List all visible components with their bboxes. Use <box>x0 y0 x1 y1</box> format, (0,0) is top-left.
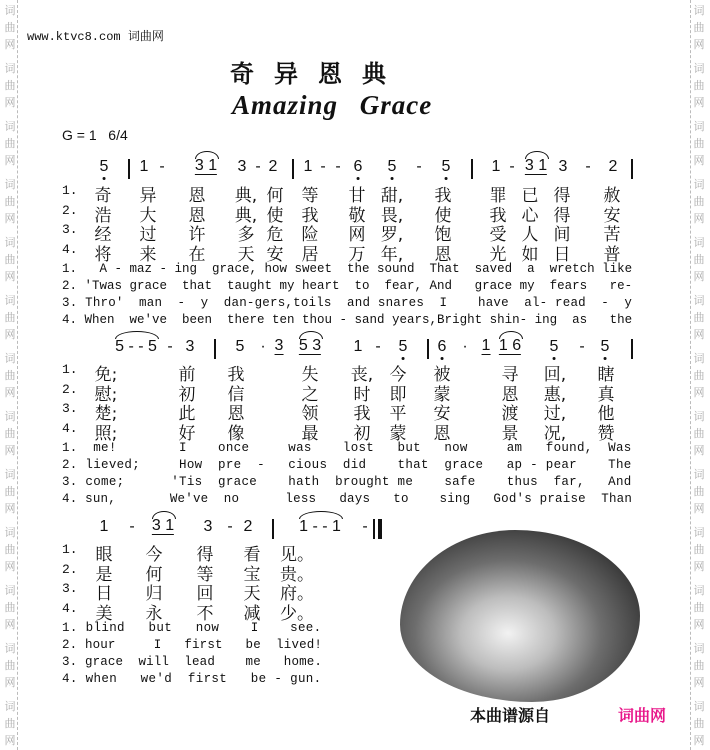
chinese-lyric: 苦 <box>603 225 621 245</box>
chinese-lyric: 恩 <box>227 404 245 424</box>
note: 1 <box>353 338 363 355</box>
watermark-text: 词 曲 网 <box>4 410 16 457</box>
watermark-text: 词 曲 网 <box>693 526 705 573</box>
chinese-lyric: 光 <box>489 245 507 265</box>
chinese-lyric: 网 <box>348 225 366 245</box>
chinese-lyric: 在 <box>188 245 206 265</box>
chinese-lyric: 甘 <box>348 186 366 206</box>
chinese-lyric: 信 <box>227 385 245 405</box>
note: 5 <box>442 158 451 176</box>
chinese-lyric: 今 <box>145 545 163 565</box>
title-chinese: 奇异恩典 <box>230 59 406 88</box>
chinese-lyric: 是 <box>95 565 113 585</box>
english-lyric-line: 3. Thro' man - y dan-gers,toils and snares I have al- read - y <box>62 296 633 310</box>
watermark-text: 词 曲 网 <box>693 294 705 341</box>
chinese-lyric: 异 <box>139 186 157 206</box>
barline <box>631 159 633 179</box>
chinese-lyric: 过 <box>139 225 157 245</box>
chinese-lyric: 眼 <box>95 545 113 565</box>
slur-mark <box>299 511 343 519</box>
final-barline <box>373 519 375 539</box>
verse-number: 4. <box>62 421 78 436</box>
chinese-lyric: 像 <box>227 424 245 444</box>
chinese-lyric: 恩 <box>188 206 206 226</box>
note: · <box>462 338 468 355</box>
watermark-text: 词 曲 网 <box>4 178 16 225</box>
barline <box>292 159 294 179</box>
note: - <box>167 338 173 355</box>
chinese-lyric: 贵。 <box>280 565 314 585</box>
chinese-lyric: 我 <box>353 404 371 424</box>
chinese-lyric: 回, <box>543 365 567 385</box>
watermark-text: 词 曲 网 <box>693 584 705 631</box>
chinese-lyric: 受 <box>489 225 507 245</box>
verse-number: 1. <box>62 542 78 557</box>
chinese-lyric: 典, <box>234 186 258 206</box>
chinese-lyric: 已 <box>521 186 539 206</box>
site-label[interactable]: www.ktvc8.com 词曲网 <box>27 30 164 44</box>
chinese-lyric: 浩 <box>94 206 112 226</box>
verse-number: 3. <box>62 401 78 416</box>
watermark-text: 词 曲 网 <box>693 410 705 457</box>
chinese-lyric: 日 <box>553 245 571 265</box>
note: 1 6 <box>498 337 522 354</box>
verse-number: 2. <box>62 203 78 218</box>
chinese-lyric: 许 <box>188 225 206 245</box>
chinese-lyric: 蒙 <box>389 424 407 444</box>
verse-number: 1. <box>62 183 78 198</box>
chinese-lyric: 前 <box>178 365 196 385</box>
chinese-lyric: 渡 <box>501 404 519 424</box>
chinese-lyric: 美 <box>95 604 113 624</box>
slur-mark <box>195 151 219 159</box>
chinese-lyric: 失 <box>301 365 319 385</box>
note: 5 <box>601 338 610 356</box>
chinese-lyric: 险 <box>301 225 319 245</box>
english-lyric-line: 2. 'Twas grace that taught my heart to fear, And grace my fears re- <box>62 279 633 293</box>
chinese-lyric: 来 <box>139 245 157 265</box>
note: 6 <box>354 158 363 176</box>
source-label: 本曲谱源自 <box>470 706 551 725</box>
english-lyric-line: 3. grace will lead me home. <box>62 655 323 669</box>
note: 5 <box>235 338 245 355</box>
chinese-lyric: 居 <box>301 245 319 265</box>
verse-number: 2. <box>62 382 78 397</box>
english-lyric-line: 4. sun, We've no less days to sing God's praise Than <box>62 492 633 506</box>
chinese-lyric: 真 <box>597 385 615 405</box>
note: 1 <box>99 518 109 535</box>
watermark-text: 词 曲 网 <box>693 178 705 225</box>
chinese-lyric: 恩 <box>188 186 206 206</box>
chinese-lyric: 初 <box>178 385 196 405</box>
chinese-lyric: 饱 <box>434 225 452 245</box>
chinese-lyric: 景 <box>501 424 519 444</box>
chinese-lyric: 我 <box>434 186 452 206</box>
watermark-text: 词 曲 网 <box>4 120 16 167</box>
chinese-lyric: 畏, <box>380 206 404 226</box>
note: 2 <box>243 518 253 535</box>
note: 2 <box>268 158 278 175</box>
watermark-text: 词 曲 网 <box>693 120 705 167</box>
note: 3 <box>274 337 284 354</box>
chinese-lyric: 好 <box>178 424 196 444</box>
chinese-lyric: 何 <box>145 565 163 585</box>
chinese-lyric: 之 <box>301 385 319 405</box>
chinese-lyric: 安 <box>603 206 621 226</box>
chinese-lyric: 即 <box>389 385 407 405</box>
chinese-lyric: 我 <box>301 206 319 226</box>
watermark-text: 词 曲 网 <box>693 642 705 689</box>
chinese-lyric: 间 <box>553 225 571 245</box>
watermark-text: 词 曲 网 <box>693 468 705 515</box>
note: - <box>585 158 591 175</box>
chinese-lyric: 罗, <box>380 225 404 245</box>
note: 5 <box>550 338 559 356</box>
chinese-lyric: 况, <box>543 424 567 444</box>
watermark-text: 词 曲 网 <box>4 526 16 573</box>
left-margin-line <box>17 0 18 750</box>
chinese-lyric: 我 <box>489 206 507 226</box>
chinese-lyric: 使 <box>266 206 284 226</box>
note: 6 <box>438 338 447 356</box>
chinese-lyric: 他 <box>597 404 615 424</box>
note: - <box>227 518 233 535</box>
chinese-lyric: 宝 <box>243 565 261 585</box>
note: 5 3 <box>298 337 322 354</box>
chinese-lyric: 看 <box>243 545 261 565</box>
chinese-lyric: 人 <box>521 225 539 245</box>
chinese-lyric: 初 <box>353 424 371 444</box>
chinese-lyric: 我 <box>227 365 245 385</box>
chinese-lyric: 如 <box>521 245 539 265</box>
chinese-lyric: 平 <box>389 404 407 424</box>
chinese-lyric: 不 <box>196 604 214 624</box>
note: · <box>260 338 266 355</box>
watermark-text: 词 曲 网 <box>4 468 16 515</box>
note: 1 <box>491 158 501 175</box>
verse-number: 3. <box>62 581 78 596</box>
chinese-lyric: 时 <box>353 385 371 405</box>
watermark-text: 词 曲 网 <box>4 4 16 51</box>
barline <box>427 339 429 359</box>
watermark-text: 词 曲 网 <box>693 236 705 283</box>
note: 2 <box>608 158 618 175</box>
chinese-lyric: 天 <box>237 245 255 265</box>
english-lyric-line: 4. when we'd first be - gun. <box>62 672 322 686</box>
chinese-lyric: 普 <box>603 245 621 265</box>
chinese-lyric: 危 <box>266 225 284 245</box>
chinese-lyric: 府。 <box>280 584 314 604</box>
note: 3 1 <box>151 517 175 534</box>
note: 3 <box>558 158 568 175</box>
verse-number: 4. <box>62 242 78 257</box>
english-lyric-line: 1. A - maz - ing grace, how sweet the sound That saved a wretch like <box>62 262 633 276</box>
chinese-lyric: 赦 <box>603 186 621 206</box>
slur-mark <box>115 331 159 339</box>
chinese-lyric: 典, <box>234 206 258 226</box>
watermark-text: 词 曲 网 <box>693 700 705 747</box>
low-octave-dot <box>357 177 360 180</box>
english-lyric-line: 2. lieved; How pre - cious did that grace ap - pear The <box>62 458 632 472</box>
chinese-lyric: 奇 <box>94 186 112 206</box>
barline <box>214 339 216 359</box>
slur-mark <box>299 331 323 339</box>
english-lyric-line: 2. hour I first be lived! <box>62 638 323 652</box>
slur-mark <box>152 511 176 519</box>
note: 3 1 <box>194 157 218 174</box>
chinese-lyric: 丧, <box>350 365 374 385</box>
barline <box>471 159 473 179</box>
note: 1 <box>139 158 149 175</box>
note: 3 1 <box>524 157 548 174</box>
chinese-lyric: 恩 <box>434 245 452 265</box>
chinese-lyric: 免; <box>94 365 118 385</box>
low-octave-dot <box>445 177 448 180</box>
chinese-lyric: 得 <box>196 545 214 565</box>
english-lyric-line: 3. come; 'Tis grace hath brought me safe thus far, And <box>62 475 632 489</box>
key-signature: G = 1 6/4 <box>62 127 128 143</box>
chinese-lyric: 使 <box>434 206 452 226</box>
note: 3 <box>203 518 213 535</box>
watermark-text: 词 曲 网 <box>4 294 16 341</box>
english-lyric-line: 1. blind but now I see. <box>62 621 322 635</box>
low-octave-dot <box>103 177 106 180</box>
right-margin-line <box>690 0 691 750</box>
watermark-text: 词 曲 网 <box>4 642 16 689</box>
chinese-lyric: 安 <box>266 245 284 265</box>
chinese-lyric: 蒙 <box>433 385 451 405</box>
verse-number: 1. <box>62 362 78 377</box>
chinese-lyric: 最 <box>301 424 319 444</box>
chinese-lyric: 惠, <box>543 385 567 405</box>
note: 5 <box>100 158 109 176</box>
note: - <box>416 158 422 175</box>
note: 3 <box>185 338 195 355</box>
chinese-lyric: 领 <box>301 404 319 424</box>
chinese-lyric: 得 <box>553 206 571 226</box>
chinese-lyric: 天 <box>243 584 261 604</box>
chinese-lyric: 安 <box>433 404 451 424</box>
chinese-lyric: 甜, <box>380 186 404 206</box>
chinese-lyric: 永 <box>145 604 163 624</box>
watermark-text: 词 曲 网 <box>693 62 705 109</box>
note: 1 - - 1 <box>299 518 341 535</box>
chinese-lyric: 万 <box>348 245 366 265</box>
note: - <box>375 338 381 355</box>
watermark-text: 词 曲 网 <box>693 352 705 399</box>
chinese-lyric: 楚; <box>94 404 118 424</box>
watermark-text: 词 曲 网 <box>4 700 16 747</box>
illustration-image <box>400 530 640 702</box>
chinese-lyric: 心 <box>521 206 539 226</box>
barline <box>631 339 633 359</box>
chinese-lyric: 过, <box>543 404 567 424</box>
chinese-lyric: 回 <box>196 584 214 604</box>
note: 1 <box>303 158 313 175</box>
note: - <box>255 158 261 175</box>
note: - <box>320 158 326 175</box>
slur-mark <box>499 331 523 339</box>
chinese-lyric: 赞 <box>597 424 615 444</box>
chinese-lyric: 瞎 <box>597 365 615 385</box>
chinese-lyric: 敬 <box>348 206 366 226</box>
chinese-lyric: 慰; <box>94 385 118 405</box>
chinese-lyric: 被 <box>433 365 451 385</box>
chinese-lyric: 等 <box>301 186 319 206</box>
note: - <box>159 158 165 175</box>
chinese-lyric: 罪 <box>489 186 507 206</box>
watermark-text: 词 曲 网 <box>4 584 16 631</box>
verse-number: 4. <box>62 601 78 616</box>
chinese-lyric: 寻 <box>501 365 519 385</box>
watermark-text: 词 曲 网 <box>4 352 16 399</box>
english-lyric-line: 1. me! I once was lost but now am found, Was <box>62 441 632 455</box>
chinese-lyric: 照; <box>94 424 118 444</box>
watermark-text: 词 曲 网 <box>693 4 705 51</box>
barline <box>272 519 274 539</box>
chinese-lyric: 日 <box>95 584 113 604</box>
note: - <box>129 518 135 535</box>
chinese-lyric: 归 <box>145 584 163 604</box>
chinese-lyric: 年, <box>380 245 404 265</box>
note: 5 <box>399 338 408 356</box>
chinese-lyric: 经 <box>94 225 112 245</box>
barline <box>128 159 130 179</box>
watermark-text: 词 曲 网 <box>4 62 16 109</box>
verse-number: 2. <box>62 562 78 577</box>
slur-mark <box>525 151 549 159</box>
note: - <box>579 338 585 355</box>
chinese-lyric: 多 <box>237 225 255 245</box>
title-english: Amazing Grace <box>232 90 433 120</box>
watermark-text: 词 曲 网 <box>4 236 16 283</box>
chinese-lyric: 少。 <box>280 604 314 624</box>
chinese-lyric: 此 <box>178 404 196 424</box>
chinese-lyric: 等 <box>196 565 214 585</box>
brand-link[interactable]: 词曲网 <box>618 706 667 725</box>
final-barline <box>378 519 382 539</box>
chinese-lyric: 恩 <box>433 424 451 444</box>
low-octave-dot <box>391 177 394 180</box>
chinese-lyric: 将 <box>94 245 112 265</box>
chinese-lyric: 大 <box>139 206 157 226</box>
note: 5 <box>388 158 397 176</box>
note: 3 <box>237 158 247 175</box>
note: 5 - - 5 <box>115 338 157 355</box>
chinese-lyric: 今 <box>389 365 407 385</box>
chinese-lyric: 见。 <box>280 545 314 565</box>
note: - <box>362 518 368 535</box>
english-lyric-line: 4. When we've been there ten thou - sand years,Bright shin- ing as the <box>62 313 633 327</box>
note: - <box>509 158 515 175</box>
note: - <box>335 158 341 175</box>
chinese-lyric: 减 <box>243 604 261 624</box>
chinese-lyric: 何 <box>266 186 284 206</box>
chinese-lyric: 恩 <box>501 385 519 405</box>
verse-number: 3. <box>62 222 78 237</box>
note: 1 <box>481 337 491 354</box>
chinese-lyric: 得 <box>553 186 571 206</box>
